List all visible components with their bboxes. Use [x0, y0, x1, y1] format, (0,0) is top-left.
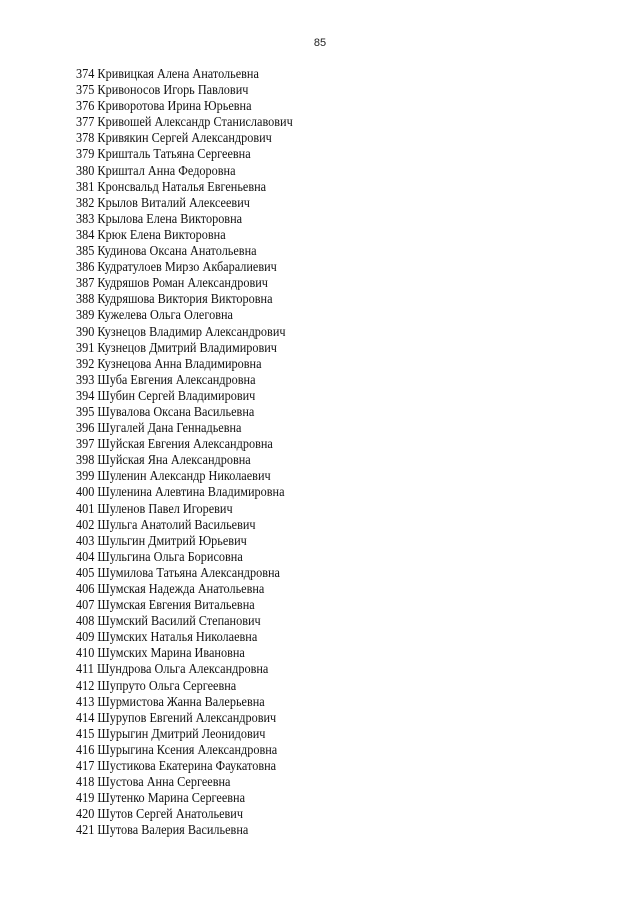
- list-item: 378 Кривякин Сергей Александрович: [76, 130, 272, 146]
- list-item: 392 Кузнецова Анна Владимировна: [76, 355, 262, 371]
- list-item: 375 Кривоносов Игорь Павлович: [76, 82, 249, 98]
- list-item: 397 Шуйская Евгения Александровна: [76, 436, 273, 452]
- list-item: 390 Кузнецов Владимир Александрович: [76, 323, 286, 339]
- name-list: [76, 66, 317, 839]
- list-item: 380 Криштал Анна Федоровна: [76, 162, 236, 178]
- list-item: 409 Шумских Наталья Николаевна: [76, 629, 258, 645]
- list-item: 389 Кужелева Ольга Олеговна: [76, 307, 233, 323]
- list-item: 402 Шульга Анатолий Васильевич: [76, 516, 256, 532]
- list-item: 386 Кудратулоев Мирзо Акбаралиевич: [76, 259, 277, 275]
- list-item: 406 Шумская Надежда Анатольевна: [76, 581, 265, 596]
- list-item: 403 Шульгин Дмитрий Юрьевич: [76, 532, 247, 548]
- list-item: 400 Шуленина Алевтина Владимировна: [76, 484, 285, 500]
- list-item: 381 Кронсвальд Наталья Евгеньевна: [76, 178, 267, 194]
- list-item: 376 Криворотова Ирина Юрьевна: [76, 98, 252, 114]
- list-item: 417 Шустикова Екатерина Фаукатовна: [76, 758, 277, 774]
- list-item: 398 Шуйская Яна Александровна: [76, 452, 251, 468]
- list-item: 399 Шуленин Александр Николаевич: [76, 468, 271, 484]
- list-item: 419 Шутенко Марина Сергеевна: [76, 790, 246, 806]
- list-item: 408 Шумский Василий Степанович: [76, 613, 261, 629]
- list-item: 418 Шустова Анна Сергеевна: [76, 774, 231, 790]
- list-item: 382 Крылов Виталий Алексеевич: [76, 194, 250, 210]
- list-item: 383 Крылова Елена Викторовна: [76, 210, 243, 226]
- list-item: 407 Шумская Евгения Витальевна: [76, 597, 255, 613]
- list-item: 393 Шуба Евгения Александровна: [76, 371, 256, 387]
- list-item: 394 Шубин Сергей Владимирович: [76, 387, 256, 403]
- list-item: 391 Кузнецов Дмитрий Владимирович: [76, 339, 277, 355]
- list-item: 384 Крюк Елена Викторовна: [76, 226, 226, 242]
- list-item: 416 Шурыгина Ксения Александровна: [76, 741, 278, 757]
- list-item: 414 Шурупов Евгений Александрович: [76, 709, 277, 725]
- list-item: 415 Шурыгин Дмитрий Леонидович: [76, 725, 266, 741]
- list-item: 395 Шувалова Оксана Васильевна: [76, 403, 255, 419]
- list-item: 379 Кришталь Татьяна Сергеевна: [76, 146, 251, 162]
- list-item: 385 Кудинова Оксана Анатольевна: [76, 243, 257, 259]
- list-item: 413 Шурмистова Жанна Валерьевна: [76, 693, 265, 709]
- list-item: 401 Шуленов Павел Игоревич: [76, 500, 233, 516]
- list-item: 388 Кудряшова Виктория Викторовна: [76, 291, 273, 307]
- list-item: 387 Кудряшов Роман Александрович: [76, 275, 268, 291]
- list-item: 410 Шумских Марина Ивановна: [76, 645, 245, 661]
- page-number: 85: [313, 37, 327, 49]
- list-item: 404 Шульгина Ольга Борисовна: [76, 548, 243, 564]
- list-item: 411 Шундрова Ольга Александровна: [76, 661, 269, 677]
- list-item: 421 Шутова Валерия Васильевна: [76, 822, 249, 838]
- list-item: 412 Шупруто Ольга Сергеевна: [76, 677, 237, 693]
- list-item: 396 Шугалей Дана Геннадьевна: [76, 420, 242, 436]
- list-item: 420 Шутов Сергей Анатольевич: [76, 806, 243, 822]
- list-item: 374 Кривицкая Алена Анатольевна: [76, 66, 259, 81]
- list-item: 377 Кривошей Александр Станиславович: [76, 114, 293, 130]
- list-item: 405 Шумилова Татьяна Александровна: [76, 564, 280, 580]
